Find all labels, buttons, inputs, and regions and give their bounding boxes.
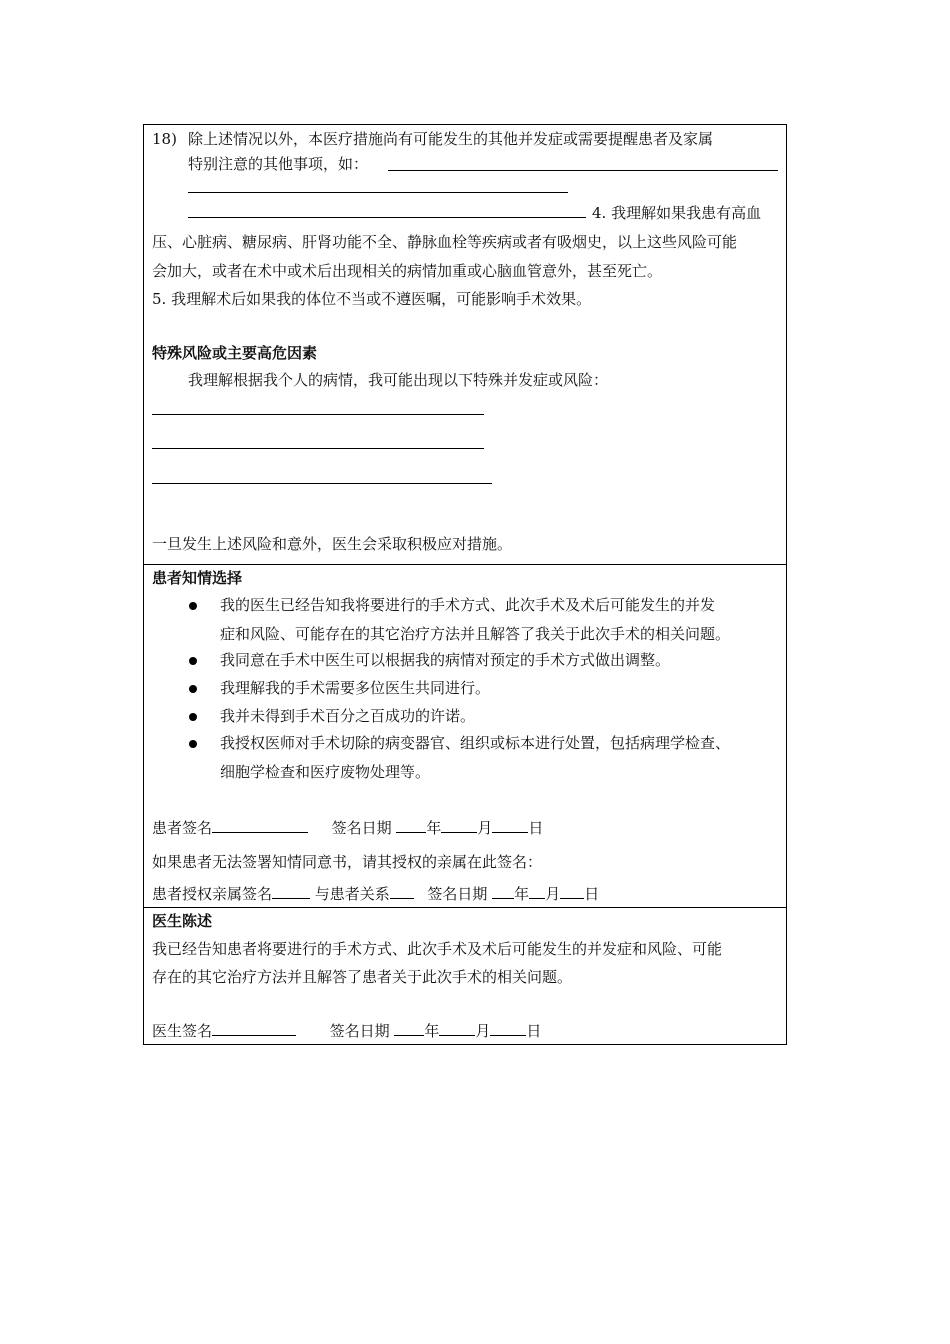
- patient-choice-heading: 患者知情选择: [152, 569, 243, 587]
- sign-date-label: 签名日期: [331, 819, 392, 837]
- item-4-text: 4. 我理解如果我患有高血: [592, 204, 762, 222]
- special-risk-intro: 我理解根据我个人的病情，我可能出现以下特殊并发症或风险：: [188, 371, 609, 389]
- day-field[interactable]: [492, 817, 528, 833]
- year-label: 年: [424, 1022, 440, 1040]
- sign-date-label: 签名日期: [427, 885, 488, 903]
- proxy-signature-field[interactable]: [272, 883, 310, 899]
- day-label: 日: [526, 1022, 542, 1040]
- doctor-signature-row: [152, 1020, 541, 1041]
- choice-item-cont: 症和风险、可能存在的其它治疗方法并且解答了我关于此次手术的相关问题。: [220, 625, 731, 643]
- doctor-statement-text-cont: 存在的其它治疗方法并且解答了患者关于此次手术的相关问题。: [152, 968, 573, 986]
- consent-form: [143, 124, 787, 1045]
- choice-item: 我同意在手术中医生可以根据我的病情对预定的手术方式做出调整。: [220, 651, 671, 669]
- item-18-number: 18): [152, 130, 177, 148]
- item-4-text-cont: 会加大，或者在术中或术后出现相关的病情加重或心脑血管意外，甚至死亡。: [152, 262, 663, 280]
- item-18-text: 除上述情况以外，本医疗措施尚有可能发生的其他并发症或需要提醒患者及家属: [188, 130, 714, 148]
- blank-line[interactable]: [152, 448, 484, 449]
- bullet-icon: [189, 713, 197, 721]
- choice-item: 我授权医师对手术切除的病变器官、组织或标本进行处置，包括病理学检查、: [220, 734, 731, 752]
- bullet-icon: [189, 657, 197, 665]
- doctor-statement-text: 我已经告知患者将要进行的手术方式、此次手术及术后可能发生的并发症和风险、可能: [152, 940, 723, 958]
- month-label: 月: [475, 1022, 491, 1040]
- blank-line[interactable]: [152, 414, 484, 415]
- blank-line[interactable]: [188, 217, 586, 218]
- year-label: 年: [426, 819, 442, 837]
- blank-line[interactable]: [388, 170, 778, 171]
- day-label: 日: [528, 819, 544, 837]
- bullet-icon: [189, 602, 197, 610]
- special-risk-heading: 特殊风险或主要高危因素: [152, 344, 318, 362]
- item-18-text-cont: 特别注意的其他事项，如：: [188, 155, 369, 173]
- blank-line[interactable]: [188, 192, 568, 193]
- closing-statement: 一旦发生上述风险和意外，医生会采取积极应对措施。: [152, 535, 513, 553]
- item-4-text-cont: 压、心脏病、糖尿病、肝肾功能不全、静脉血栓等疾病或者有吸烟史，以上这些风险可能: [152, 233, 738, 251]
- patient-signature-field[interactable]: [212, 817, 308, 833]
- year-field[interactable]: [394, 1020, 424, 1036]
- day-field[interactable]: [560, 883, 584, 899]
- month-label: 月: [477, 819, 493, 837]
- doctor-statement-heading: 医生陈述: [152, 912, 213, 930]
- risk-section: [144, 125, 786, 565]
- doctor-signature-field[interactable]: [212, 1020, 296, 1036]
- month-field[interactable]: [439, 1020, 475, 1036]
- bullet-icon: [189, 740, 197, 748]
- day-field[interactable]: [490, 1020, 526, 1036]
- choice-item-cont: 细胞学检查和医疗废物处理等。: [220, 763, 431, 781]
- patient-choice-section: [144, 565, 786, 908]
- relation-label: 与患者关系: [314, 885, 390, 903]
- month-field[interactable]: [529, 883, 545, 899]
- choice-item: 我并未得到手术百分之百成功的许诺。: [220, 707, 476, 725]
- choice-item: 我理解我的手术需要多位医生共同进行。: [220, 679, 491, 697]
- proxy-signature-row: [152, 883, 599, 904]
- month-field[interactable]: [441, 817, 477, 833]
- doctor-statement-section: [144, 908, 786, 1044]
- proxy-sign-label: 患者授权亲属签名: [152, 885, 273, 903]
- month-label: 月: [545, 885, 561, 903]
- patient-sign-label: 患者签名: [152, 819, 213, 837]
- patient-signature-row: [152, 817, 543, 838]
- proxy-note: 如果患者无法签署知情同意书，请其授权的亲属在此签名：: [152, 853, 543, 871]
- item-5-text: 5. 我理解术后如果我的体位不当或不遵医嘱，可能影响手术效果。: [152, 290, 592, 308]
- year-label: 年: [514, 885, 530, 903]
- doctor-sign-label: 医生签名: [152, 1022, 213, 1040]
- sign-date-label: 签名日期: [329, 1022, 390, 1040]
- year-field[interactable]: [492, 883, 514, 899]
- blank-line[interactable]: [152, 483, 492, 484]
- day-label: 日: [584, 885, 600, 903]
- relation-field[interactable]: [390, 883, 414, 899]
- choice-item: 我的医生已经告知我将要进行的手术方式、此次手术及术后可能发生的并发: [220, 596, 716, 614]
- bullet-icon: [189, 685, 197, 693]
- year-field[interactable]: [396, 817, 426, 833]
